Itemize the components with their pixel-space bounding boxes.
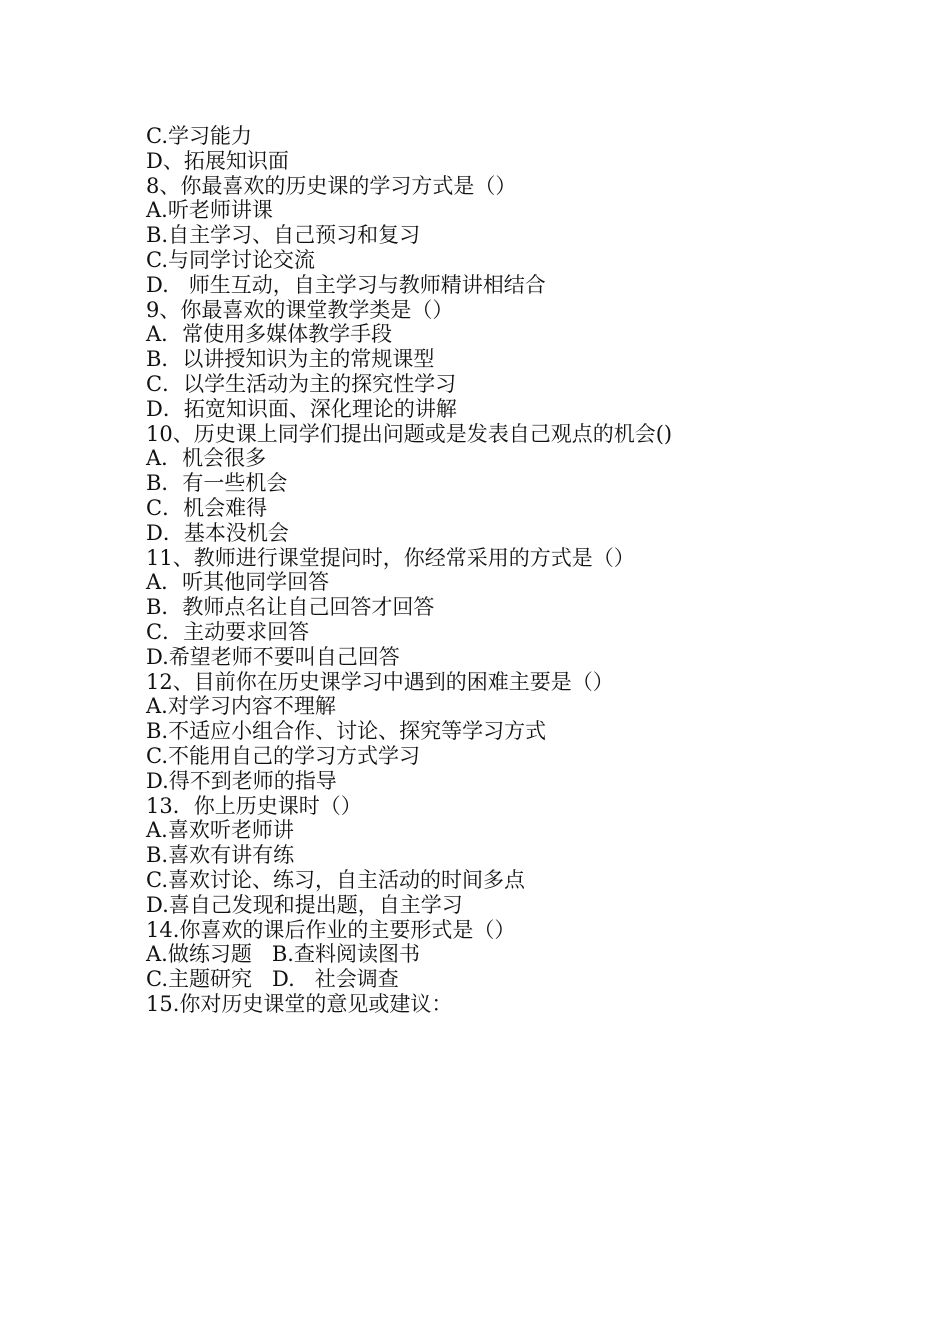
option-line: C.与同学讨论交流 — [146, 247, 315, 272]
option-line: A．听其他同学回答 — [146, 570, 330, 595]
question-line: 15.你对历史课堂的意见或建议： — [146, 991, 453, 1016]
question-line: 10、历史课上同学们提出问题或是发表自己观点的机会() — [146, 421, 673, 446]
option-line: B.喜欢有讲有练 — [146, 843, 295, 868]
option-line: A．常使用多媒体教学手段 — [146, 322, 393, 347]
option-line: C.学习能力 — [146, 124, 252, 148]
option-line: D.希望老师不要叫自己回答 — [146, 644, 400, 669]
option-line: B.不适应小组合作、讨论、探究等学习方式 — [146, 719, 547, 744]
question-line: 8、你最喜欢的历史课的学习方式是（） — [146, 173, 517, 198]
question-line: 13．你上历史课时（） — [146, 793, 362, 818]
option-line: A.做练习题 B.查料阅读图书 — [146, 942, 420, 967]
option-line: C.不能用自己的学习方式学习 — [146, 743, 420, 768]
option-line: C．主动要求回答 — [146, 619, 310, 644]
option-line: B．教师点名让自己回答才回答 — [146, 595, 435, 620]
option-line: C．以学生活动为主的探究性学习 — [146, 371, 457, 396]
option-line: B．有一些机会 — [146, 471, 288, 496]
document-body — [146, 124, 866, 1017]
option-line: C.喜欢讨论、练习，自主活动的时间多点 — [146, 867, 525, 892]
question-line: 12、目前你在历史课学习中遇到的困难主要是（） — [146, 669, 614, 694]
option-line: A.喜欢听老师讲 — [146, 818, 294, 843]
option-line: A.对学习内容不理解 — [146, 694, 336, 719]
option-line: D、拓展知识面 — [146, 148, 289, 173]
option-line: A．机会很多 — [146, 446, 267, 471]
option-line: D.喜自己发现和提出题，自主学习 — [146, 892, 463, 917]
option-line: C．机会难得 — [146, 495, 268, 520]
question-line: 14.你喜欢的课后作业的主要形式是（） — [146, 917, 516, 942]
option-line: A.听老师讲课 — [146, 198, 273, 223]
question-line: 11、教师进行课堂提问时，你经常采用的方式是（） — [146, 545, 635, 570]
option-line: D．基本没机会 — [146, 520, 289, 545]
option-line: D.得不到老师的指导 — [146, 768, 337, 793]
option-line: C.主题研究 D. 社会调查 — [146, 967, 399, 992]
option-line: D. 师生互动，自主学习与教师精讲相结合 — [146, 272, 546, 297]
option-line: B.自主学习、自己预习和复习 — [146, 223, 421, 248]
option-line: D．拓宽知识面、深化理论的讲解 — [146, 396, 457, 421]
option-line: B．以讲授知识为主的常规课型 — [146, 347, 435, 372]
question-line: 9、你最喜欢的课堂教学类是（） — [146, 297, 454, 322]
